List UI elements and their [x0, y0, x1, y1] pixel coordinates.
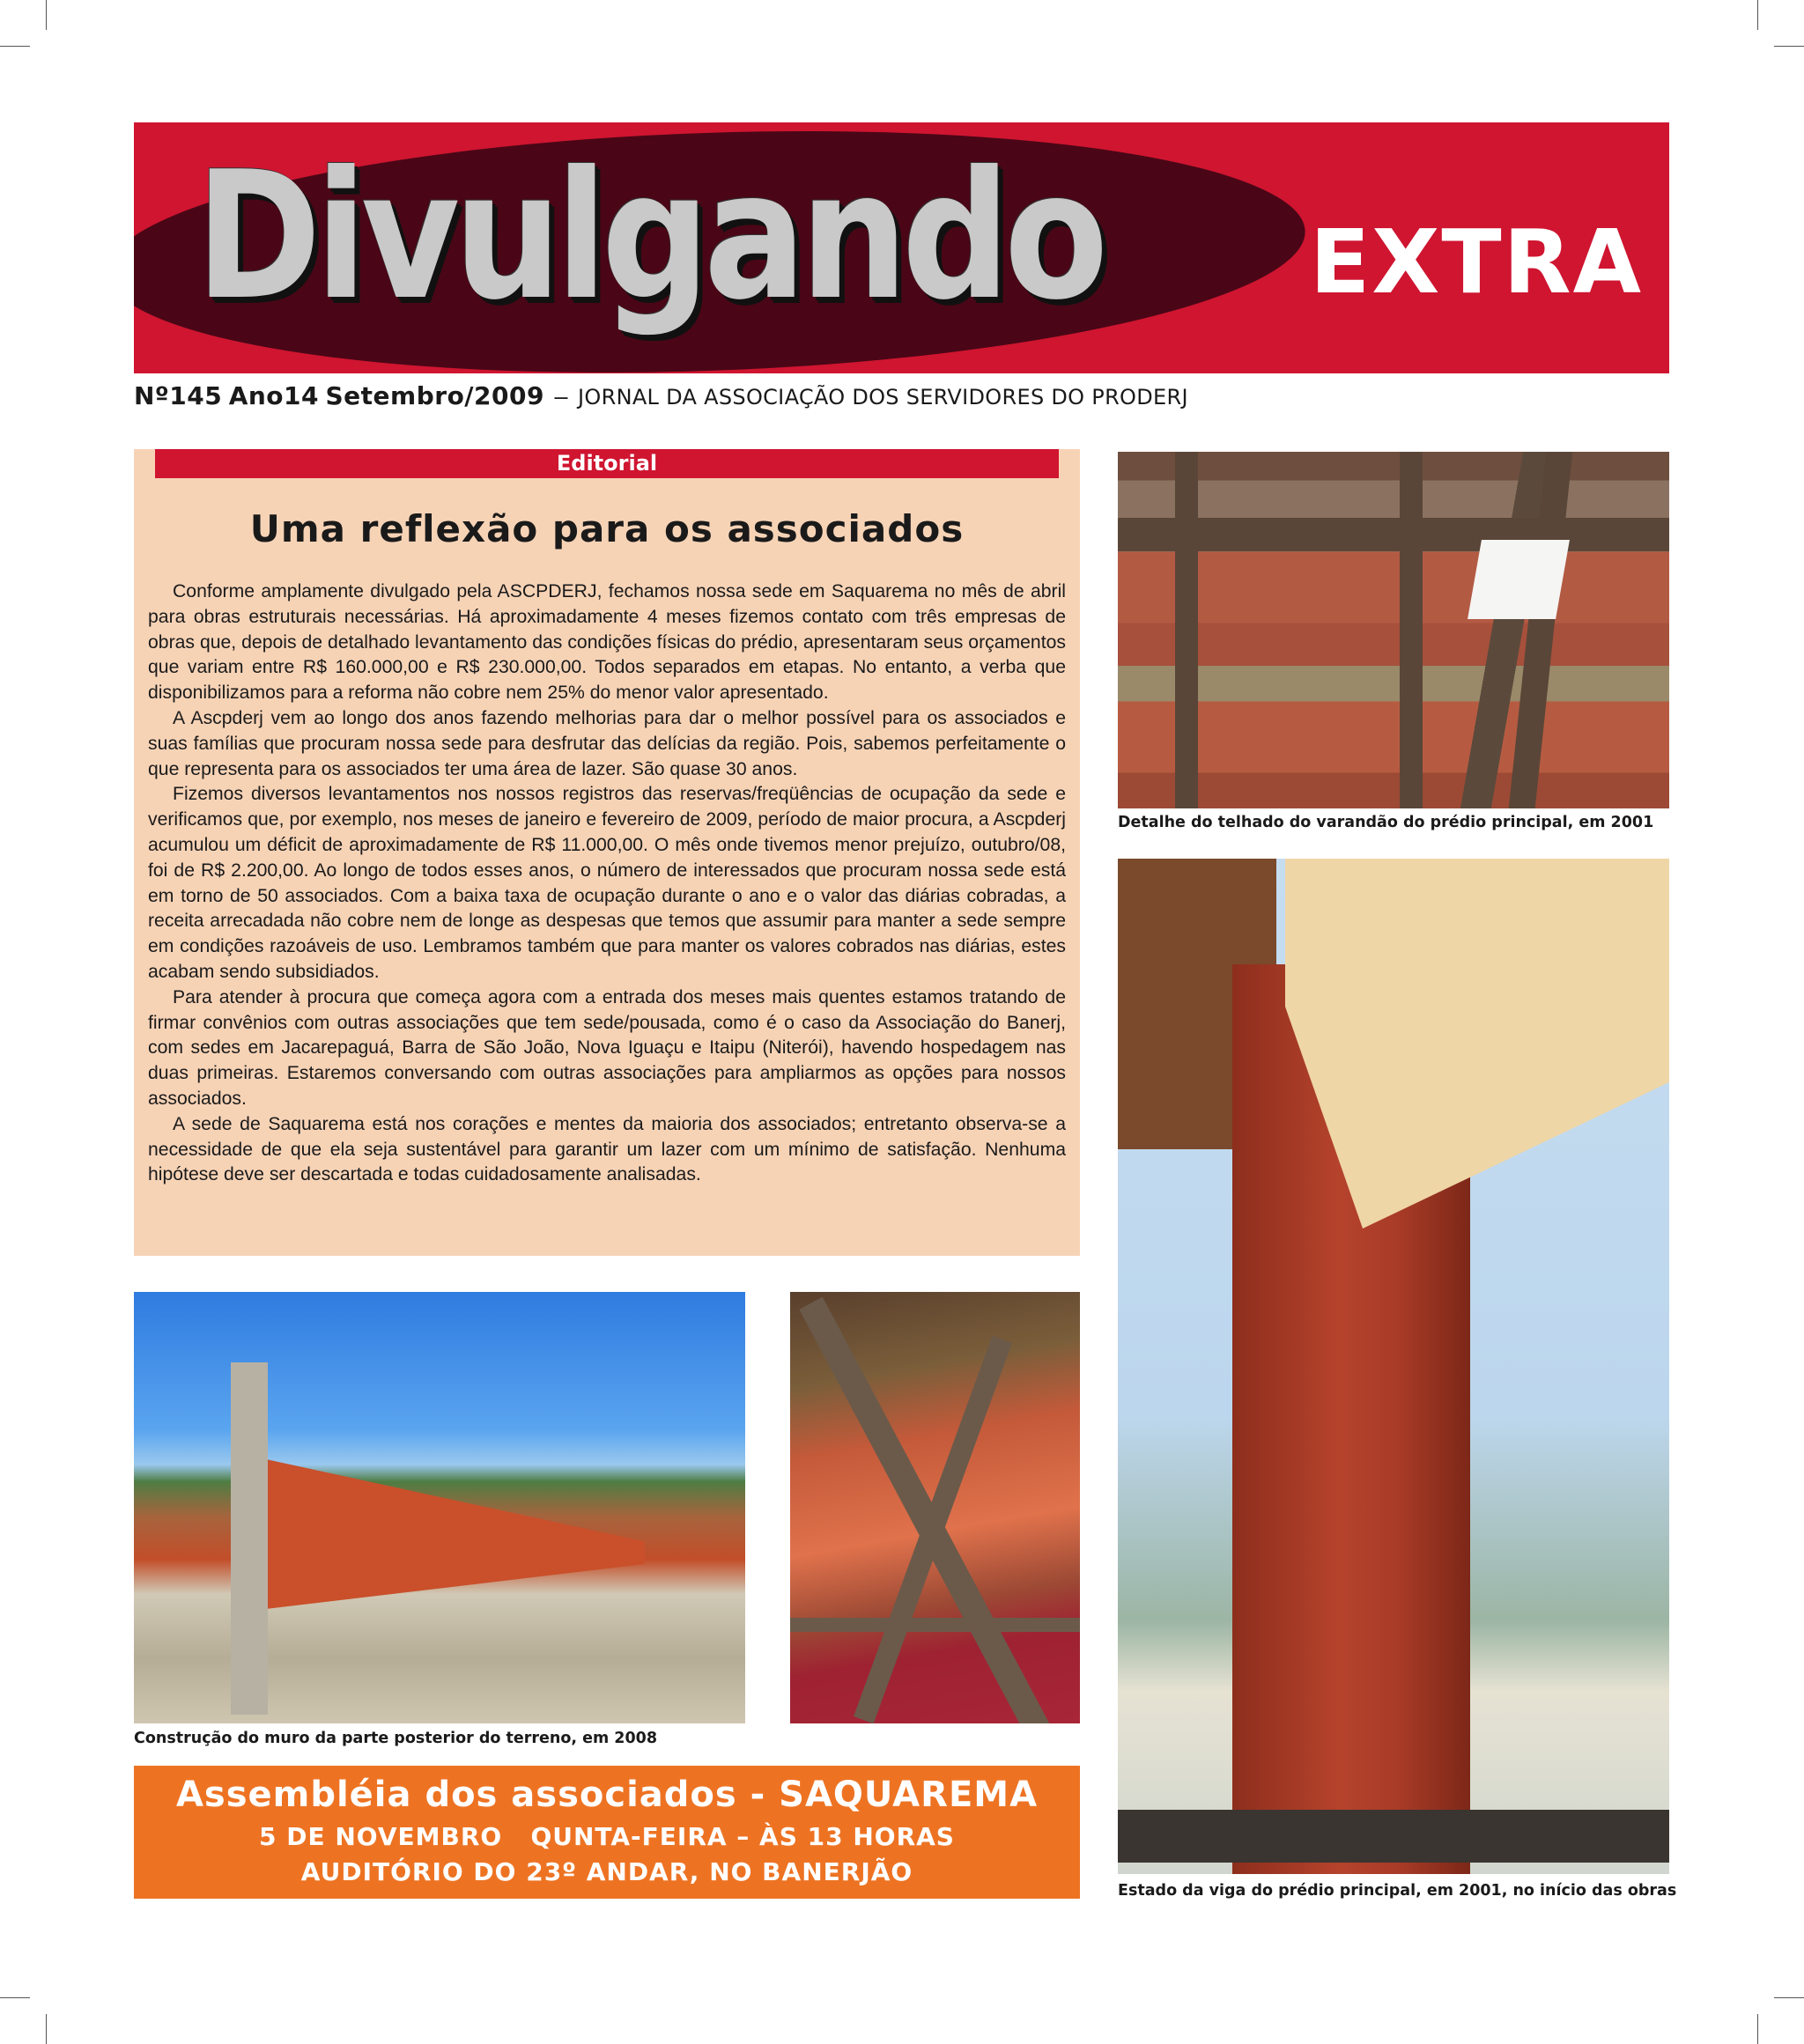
crop-mark [0, 46, 30, 47]
beam-caption: Estado da viga do prédio principal, em 2001, no início das obras [1118, 1882, 1677, 1900]
crop-mark [0, 1997, 30, 1998]
crop-mark [1757, 2014, 1758, 2044]
newspaper-logo: Divulgando [196, 134, 1103, 339]
editorial-box [134, 449, 1080, 1256]
crop-mark [46, 2014, 47, 2044]
issue-separator: – [554, 383, 568, 410]
crop-mark [46, 0, 47, 30]
assembly-banner [134, 1766, 1080, 1899]
article-title: Uma reflexão para os associados [249, 507, 965, 550]
wall-caption: Construção do muro da parte posterior do terreno, em 2008 [134, 1730, 658, 1747]
article-paragraph: A Ascpderj vem ao longo dos anos fazendo melhorias para dar o melhor possível para os associados e suas famílias que procuram nossa sede para desfrutar das delícias da região. Pois, sabemos perfeitamente o que representa para os associados ter uma área de lazer. São quase 30 anos. [148, 707, 1066, 779]
roof-photo [1118, 452, 1669, 808]
issue-line [134, 381, 1188, 410]
issue-number: Nº145 [134, 381, 223, 410]
crop-mark [1757, 0, 1758, 30]
article-paragraph: Fizemos diversos levantamentos nos nossos registros das reservas/freqüências de ocupação da sede e verificamos que, por exemplo, nos meses de janeiro e fevereiro de 2009, período de maior procura, a Ascpderj acumulou um déficit de aproximadamente de R$ 11.000,00. O mês onde tivemos menor prejuízo, outubro/08, foi de R$ 2.200,00. Ao longo de todos esses anos, o número de interessados que procuram nossa sede está em torno de 50 associados. Com a baixa taxa de ocupação durante o ano e o valor das diárias cobradas, a receita arrecadada não cobre nem de longe as despesas que temos que assumir para manter a sede sempre em condições razoáveis de uso. Lembramos também que para manter os valores cobrados nas diárias, estes acabam sendo subsidiados. [148, 784, 1066, 982]
wall-photo [134, 1292, 745, 1723]
interior-roof-photo [790, 1292, 1080, 1723]
edition-tag: EXTRA [1309, 210, 1643, 314]
publication-name: JORNAL DA ASSOCIAÇÃO DOS SERVIDORES DO PRODERJ [578, 385, 1188, 410]
assembly-location: AUDITÓRIO DO 23º ANDAR, NO BANERJÃO [300, 1857, 913, 1886]
masthead [134, 122, 1669, 373]
article-paragraph: Para atender à procura que começa agora com a entrada dos meses mais quentes estamos tratando de firmar convênios com outras associações que tem sede/pousada, como é o caso da Associação do Banerj, com sedes em Jacarepaguá, Barra de São João, Nova Iguaçu e Itaipu (Niterói), havendo hospedagem nas duas primeiras. Estaremos conversando com outras associações para ampliarmos as opções para nossos associados. [148, 986, 1066, 1109]
beam-photo [1118, 859, 1669, 1874]
crop-mark [1774, 1997, 1804, 1998]
article-paragraph: A sede de Saquarema está nos corações e mentes da maioria dos associados; entretanto observa-se a necessidade de que ela seja sustentável para garantir um lazer com um mínimo de satisfação. Nenhuma hipótese deve ser descartada e todas cuidadosamente analisadas. [148, 1113, 1066, 1185]
assembly-title: Assembléia dos associados - SAQUAREMA [175, 1775, 1039, 1815]
section-tag: Editorial [155, 449, 1059, 478]
issue-date: Setembro/2009 [325, 381, 544, 410]
issue-year: Ano14 [228, 381, 319, 410]
roof-caption: Detalhe do telhado do varandão do prédio principal, em 2001 [1118, 814, 1654, 831]
crop-mark [1774, 46, 1804, 47]
article-paragraph: Conforme amplamente divulgado pela ASCPDERJ, fechamos nossa sede em Saquarema no mês de abril para obras estruturais necessárias. Há aproximadamente 4 meses fizemos contato com três empresas de obras que, depois de detalhado levantamento das condições físicas do prédio, apresentaram seus orçamentos que variam entre R$ 160.000,00 e R$ 230.000,00. Todos separados em etapas. No entanto, a verba que disponibilizamos para a reforma não cobre nem 25% do menor valor apresentado. [148, 581, 1066, 704]
assembly-date: 5 DE NOVEMBRO QUNTA-FEIRA – ÀS 13 HORAS [259, 1822, 955, 1851]
article-body [148, 579, 1066, 1188]
